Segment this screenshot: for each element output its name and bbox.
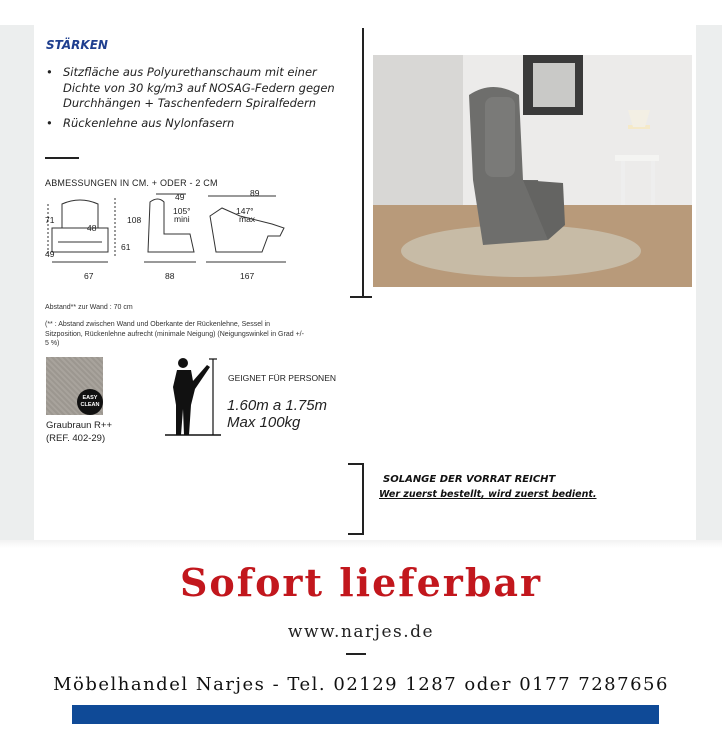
dim-recline-top: 89 [250,188,260,198]
fabric-name: Graubraun R++ [46,420,113,431]
stock-divider-top [348,463,364,465]
person-silhouette-icon [165,355,225,437]
dimensions-footnote: (** : Abstand zwischen Wand und Oberkante der Rückenlehne, Sessel in Sitzposition, Rückenlehne aufrecht (minimale Neigung) (Neigungswinkel in Grad +/- 5 %) [45,321,304,347]
person-height: 1.60m a 1.75m [227,397,328,414]
website-link[interactable]: www.narjes.de [287,622,435,642]
contact-line: Möbelhandel Narjes - Tel. 02129 1287 oder 0177 7287656 [53,674,669,695]
easy-clean-badge: EASY CLEAN [77,389,103,415]
person-weight: Max 100kg [227,414,301,431]
footer-rule [346,653,366,655]
stock-line-2: Wer zuerst bestellt, wird zuerst bedient. [379,489,597,500]
dimensions-diagram [40,186,300,284]
dim-side-angle: 105° [173,206,191,216]
dim-side-depth: 88 [165,271,175,281]
section-rule [45,157,79,159]
dim-total-height: 108 [127,215,142,225]
stock-divider-bottom [348,533,364,535]
stock-divider [362,463,364,535]
strengths-title: STÄRKEN [46,38,108,52]
dim-seat-depth: 48 [87,223,97,233]
dim-side-angle-note: mini [174,214,190,224]
dimensions-title: ABMESSUNGEN IN CM. + ODER - 2 CM [45,178,218,188]
product-photo [373,55,692,287]
stock-line-1: SOLANGE DER VORRAT REICHT [383,474,556,485]
strength-item: • Sitzfläche aus Polyurethanschaum mit einer Dichte von 30 kg/m3 auf NOSAG-Federn gegen Durchhängen + Taschenfedern Spiralfedern [46,65,346,112]
person-label: GEIGNET FÜR PERSONEN [228,373,336,383]
footer-bar [72,705,659,724]
fabric-ref: (REF. 402-29) [46,433,106,444]
strength-item: • Rückenlehne aus Nylonfasern [46,116,346,132]
headline: Sofort lieferbar [179,560,543,605]
dim-side-seat: 49 [175,192,185,202]
column-divider [362,28,364,298]
dim-recline-length: 167 [240,271,255,281]
wall-distance: Abstand** zur Wand : 70 cm [45,304,133,311]
right-background-strip [696,25,722,543]
dim-arm-height: 61 [121,242,131,252]
column-divider-foot [350,296,372,298]
dim-recline-angle-note: max [239,214,256,224]
dim-back-height: 71 [45,215,55,225]
dim-width: 67 [84,271,94,281]
dim-recline-angle: 147° [236,206,254,216]
strengths-list [46,65,346,135]
dim-seat-height: 49 [45,249,55,259]
section-divider-fade [0,540,722,548]
left-background-strip [0,25,34,543]
